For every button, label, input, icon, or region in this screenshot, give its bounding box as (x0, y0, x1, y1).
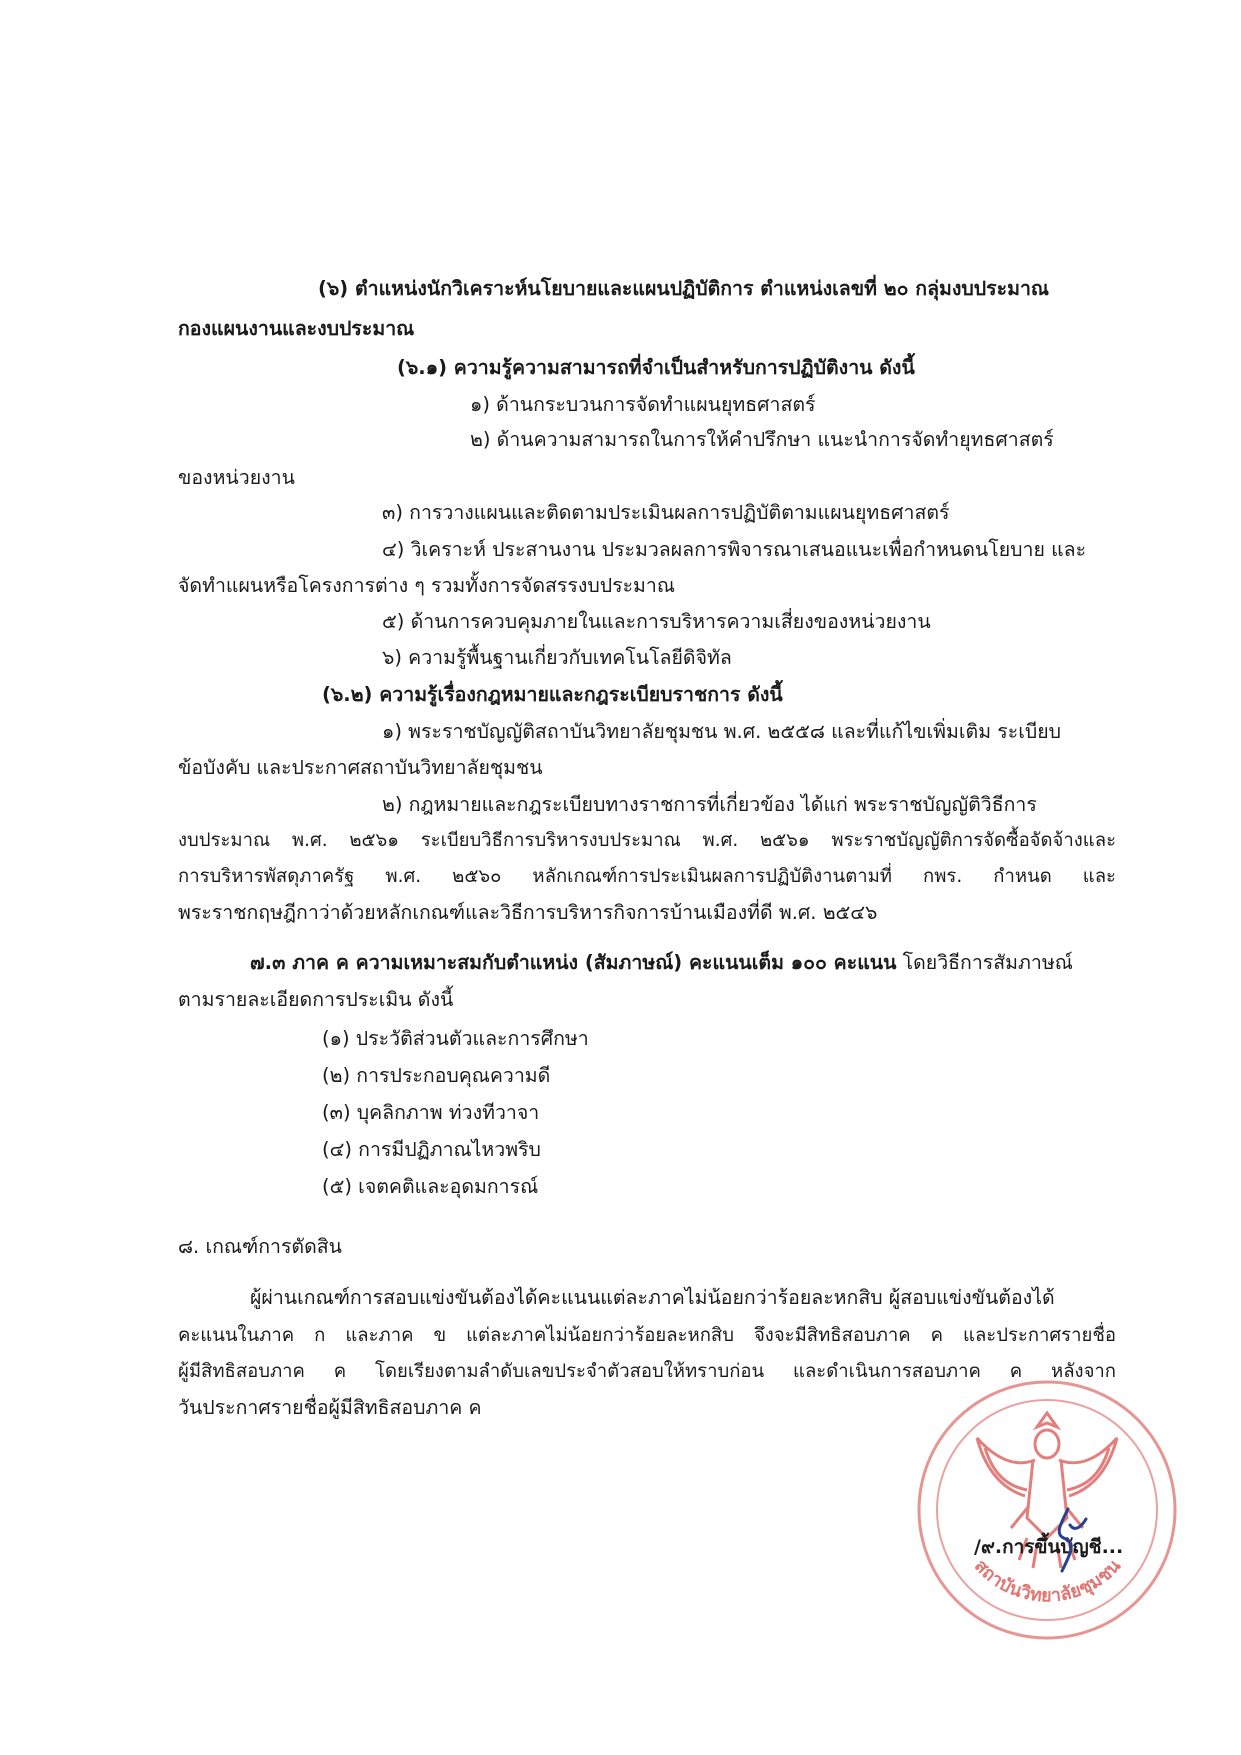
item-6-1-5: ๕) ด้านการควบคุมภายในและการบริหารความเสี่ยงของหน่วยงาน (382, 610, 931, 633)
seal-text: สถาบันวิทยาลัยชุมชน (969, 1555, 1126, 1607)
item-6-1-4-line2: จัดทำแผนหรือโครงการต่าง ๆ รวมทั้งการจัดสรรงบประมาณ (178, 574, 675, 597)
section-8-paragraph-line3: ผู้มีสิทธิสอบภาค ค โดยเรียงตามลำดับเลขประจำตัวสอบให้ทราบก่อน และดำเนินการสอบภาค ค หลังจาก (178, 1361, 1116, 1382)
section-7-3-bold-heading: ๗.๓ ภาค ค ความเหมาะสมกับตำแหน่ง (สัมภาษณ์) คะแนนเต็ม ๑๐๐ คะแนน (250, 951, 897, 974)
section-8-paragraph-line1: ผู้ผ่านเกณฑ์การสอบแข่งขันต้องได้คะแนนแต่ละภาคไม่น้อยกว่าร้อยละหกสิบ ผู้สอบแข่งขันต้องได้ (250, 1286, 1055, 1309)
law-item-2-line4: พระราชกฤษฎีกาว่าด้วยหลักเกณฑ์และวิธีการบริหารกิจการบ้านเมืองที่ดี พ.ศ. ๒๕๔๖ (178, 901, 878, 924)
law-item-2-line2: งบประมาณ พ.ศ. ๒๕๖๑ ระเบียบวิธีการบริหารงบประมาณ พ.ศ. ๒๕๖๑ พระราชบัญญัติการจัดซื้อจัดจ้างและ (178, 830, 1116, 851)
section-8-paragraph-line4: วันประกาศรายชื่อผู้มีสิทธิสอบภาค ค (178, 1396, 482, 1419)
subsection-6-1-heading: (๖.๑) ความรู้ความสามารถที่จำเป็นสำหรับการปฏิบัติงาน ดังนี้ (397, 356, 915, 379)
law-item-2-line1: ๒) กฎหมายและกฎระเบียบทางราชการที่เกี่ยวข้อง ได้แก่ พระราชบัญญัติวิธีการ (382, 793, 1037, 816)
law-item-1-line1: ๑) พระราชบัญญัติสถาบันวิทยาลัยชุมชน พ.ศ. ๒๕๕๘ และที่แก้ไขเพิ่มเติม ระเบียบ (382, 720, 1062, 743)
subsection-6-2-heading: (๖.๒) ความรู้เรื่องกฎหมายและกฎระเบียบราชการ ดังนี้ (322, 683, 783, 706)
criteria-item: (๔) การมีปฏิภาณไหวพริบ (322, 1138, 541, 1161)
page-continuation: /๙.การขึ้นบัญชี... (974, 1536, 1124, 1558)
section-7-3-method: โดยวิธีการสัมภาษณ์ (896, 951, 1073, 974)
item-6-1-6: ๖) ความรู้พื้นฐานเกี่ยวกับเทคโนโลยีดิจิทัล (382, 646, 732, 669)
section-6-heading-line1: (๖) ตำแหน่งนักวิเคราะห์นโยบายและแผนปฏิบัติการ ตำแหน่งเลขที่ ๒๐ กลุ่มงบประมาณ (318, 277, 1050, 300)
item-6-1-1: ๑) ด้านกระบวนการจัดทำแผนยุทธศาสตร์ (470, 393, 816, 416)
criteria-item: (๑) ประวัติส่วนตัวและการศึกษา (322, 1027, 589, 1050)
criteria-item: (๕) เจตคติและอุดมการณ์ (322, 1175, 539, 1198)
section-8-heading: ๘. เกณฑ์การตัดสิน (178, 1235, 342, 1258)
criteria-item: (๒) การประกอบคุณความดี (322, 1064, 551, 1087)
item-6-1-2-line2: ของหน่วยงาน (178, 466, 295, 489)
item-6-1-2-line1: ๒) ด้านความสามารถในการให้คำปรึกษา แนะนำการจัดทำยุทธศาสตร์ (470, 428, 1054, 451)
section-8-paragraph-line2: คะแนนในภาค ก และภาค ข แต่ละภาคไม่น้อยกว่าร้อยละหกสิบ จึงจะมีสิทธิสอบภาค ค และประกาศรายชื่อ (178, 1325, 1116, 1346)
signature-mark (1040, 1505, 1100, 1575)
item-6-1-4-line1: ๔) วิเคราะห์ ประสานงาน ประมวลผลการพิจารณาเสนอแนะเพื่อกำหนดนโยบาย และ (382, 538, 1087, 561)
item-6-1-3: ๓) การวางแผนและติดตามประเมินผลการปฏิบัติตามแผนยุทธศาสตร์ (382, 501, 950, 524)
criteria-item: (๓) บุคลิกภาพ ท่วงทีวาจา (322, 1101, 540, 1124)
law-item-1-line2: ข้อบังคับ และประกาศสถาบันวิทยาลัยชุมชน (178, 756, 543, 779)
section-7-3-line1 (250, 948, 1073, 978)
law-item-2-line3: การบริหารพัสดุภาครัฐ พ.ศ. ๒๕๖๐ หลักเกณฑ์การประเมินผลการปฏิบัติงานตามที่ กพร. กำหนด และ (178, 866, 1116, 887)
section-6-heading-line2: กองแผนงานและงบประมาณ (178, 317, 415, 340)
section-7-3-line2: ตามรายละเอียดการประเมิน ดังนี้ (178, 988, 454, 1011)
